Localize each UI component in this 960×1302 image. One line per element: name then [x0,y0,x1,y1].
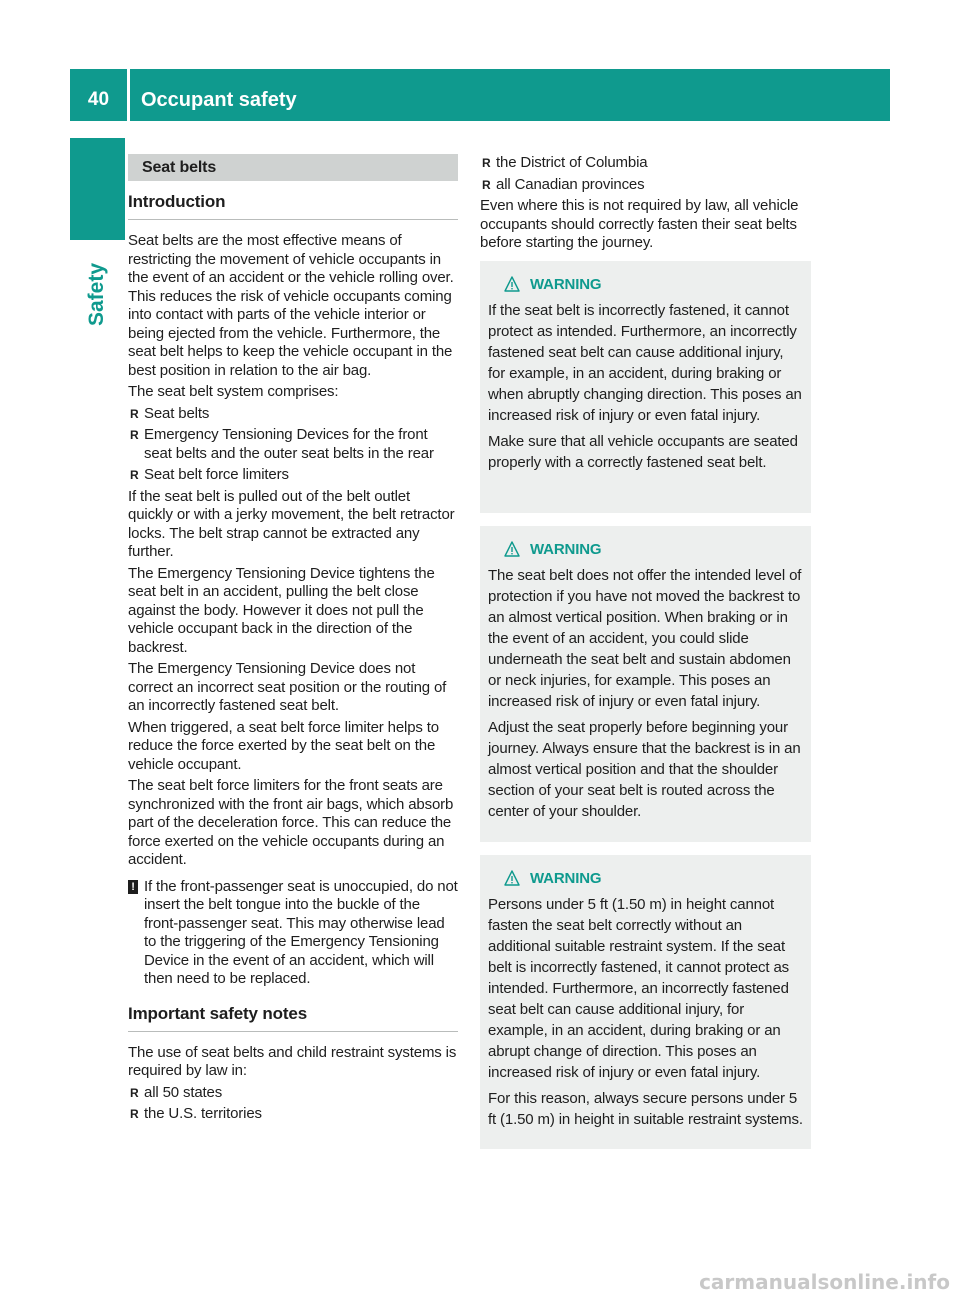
side-tab-block [70,138,125,240]
warning-box-backrest [480,526,811,842]
footer-watermark: carmanualsonline.info [699,1270,950,1294]
page-header [70,69,890,121]
warning-label: WARNING [530,870,602,887]
warning-triangle-icon [504,870,520,886]
left-column [128,154,458,1127]
tensioning-paragraph: The Emergency Tensioning Device tightens the seat belt in an accident, pulling the belt close against the body. However it does not pull the vehicle occupant back in the direction of the backrest. [128,564,435,656]
exclamation-icon: ! [128,880,138,894]
law-list [128,1084,458,1124]
note-text: If the front-passenger seat is unoccupied, do not insert the belt tongue into the buckle of the front-passenger seat. This may otherwise lead to the triggering of the Emergency Tensioning Device in the event of an accident, which will then need to be replaced. [144,877,458,987]
list-item: R Seat belts [128,405,458,424]
list-item: R all Canadian provinces [480,176,811,195]
force-limiter-paragraph: When triggered, a seat belt force limiter helps to reduce the force exerted by the seat belt on the vehicle occupant. [128,718,439,773]
system-paragraph: The seat belt system comprises: [128,383,339,400]
tensioning-correct-paragraph: The Emergency Tensioning Device does not correct an incorrect seat position or the routing of an incorrectly fastened seat belt. [128,660,447,714]
retractor-paragraph: If the seat belt is pulled out of the belt outlet quickly or with a jerky movement, the belt retractor locks. The belt strap cannot be extracted any further. [128,487,455,560]
warning-instruction: Adjust the seat properly before beginning your journey. Always ensure that the backrest is in an almost vertical position and that the shoulder section of your seat belt is routed across the center of your shoulder. [488,719,801,820]
right-column [480,154,811,256]
warning-triangle-icon [504,541,520,557]
warning-label: WARNING [530,276,602,293]
warning-box-incorrect-fastening [480,261,811,513]
fasten-paragraph: Even where this is not required by law, all vehicle occupants should correctly fasten their seat belts before starting the journey. [480,197,799,251]
list-item: R the U.S. territories [128,1105,458,1124]
list-item: R all 50 states [128,1084,458,1103]
force-limiter-sync-paragraph: The seat belt force limiters for the front seats are synchronized with the front air bags, which absorb part of the deceleration force. This can reduce the force exerted on the vehicle occupants during an accident. [128,777,454,868]
list-item: R Emergency Tensioning Devices for the front seat belts and the outer seat belts in the rear [128,426,458,463]
warning-text: The seat belt does not offer the intended level of protection if you have not moved the backrest to an almost vertical position. When braking or in the event of an accident, you could slide underneath the seat belt and sustain abdomen or neck injuries, for example. This poses an increased risk of injury or even fatal injury. [488,567,802,710]
warning-label: WARNING [530,541,602,558]
warning-box-small-persons [480,855,811,1149]
system-list [128,405,458,485]
page-number: 40 [87,89,110,110]
intro-paragraph: Seat belts are the most effective means of restricting the movement of vehicle occupants in the event of an accident or the vehicle rolling over. This reduces the risk of vehicle occupants coming into contact with parts of the vehicle interior or being ejected from the vehicle. Furthermore, the seat belt helps to keep the vehicle occupant in the best position in relation to the air bag. [128,232,454,379]
chapter-title: Occupant safety [141,89,297,111]
warning-text: Persons under 5 ft (1.50 m) in height cannot fasten the seat belt correctly without an additional suitable restraint system. If the seat belt is incorrectly fastened, it cannot protect as intended. Furthermore, an incorrectly fastened seat belt can cause additional injury, for example, in an accident, during braking or an abrupt change of direction. This poses an increased risk of injury or even fatal injury. [488,896,789,1081]
warning-instruction: For this reason, always secure persons under 5 ft (1.50 m) in height in suitable restraint systems. [488,1090,803,1128]
warning-title [488,868,803,889]
warning-triangle-icon [504,276,520,292]
warning-title [488,274,803,295]
header-divider [127,69,130,121]
safety-notes-heading: Important safety notes [128,1003,458,1032]
list-item: R the District of Columbia [480,154,811,173]
warning-instruction: Make sure that all vehicle occupants are seated properly with a correctly fastened seat belt. [488,433,798,471]
section-title: Seat belts [128,154,458,181]
side-tab-label: Safety [85,262,108,326]
introduction-heading: Introduction [128,191,458,220]
law-list-continued [480,154,811,194]
list-item: R Seat belt force limiters [128,466,458,485]
warning-title [488,539,803,560]
warning-text: If the seat belt is incorrectly fastened, it cannot protect as intended. Furthermore, an incorrectly fastened seat belt can cause additional injury, for example, in an accident, during braking or when abruptly changing direction. This poses an increased risk of injury or even fatal injury. [488,302,802,424]
note [128,878,458,989]
law-paragraph: The use of seat belts and child restraint systems is required by law in: [128,1043,457,1079]
